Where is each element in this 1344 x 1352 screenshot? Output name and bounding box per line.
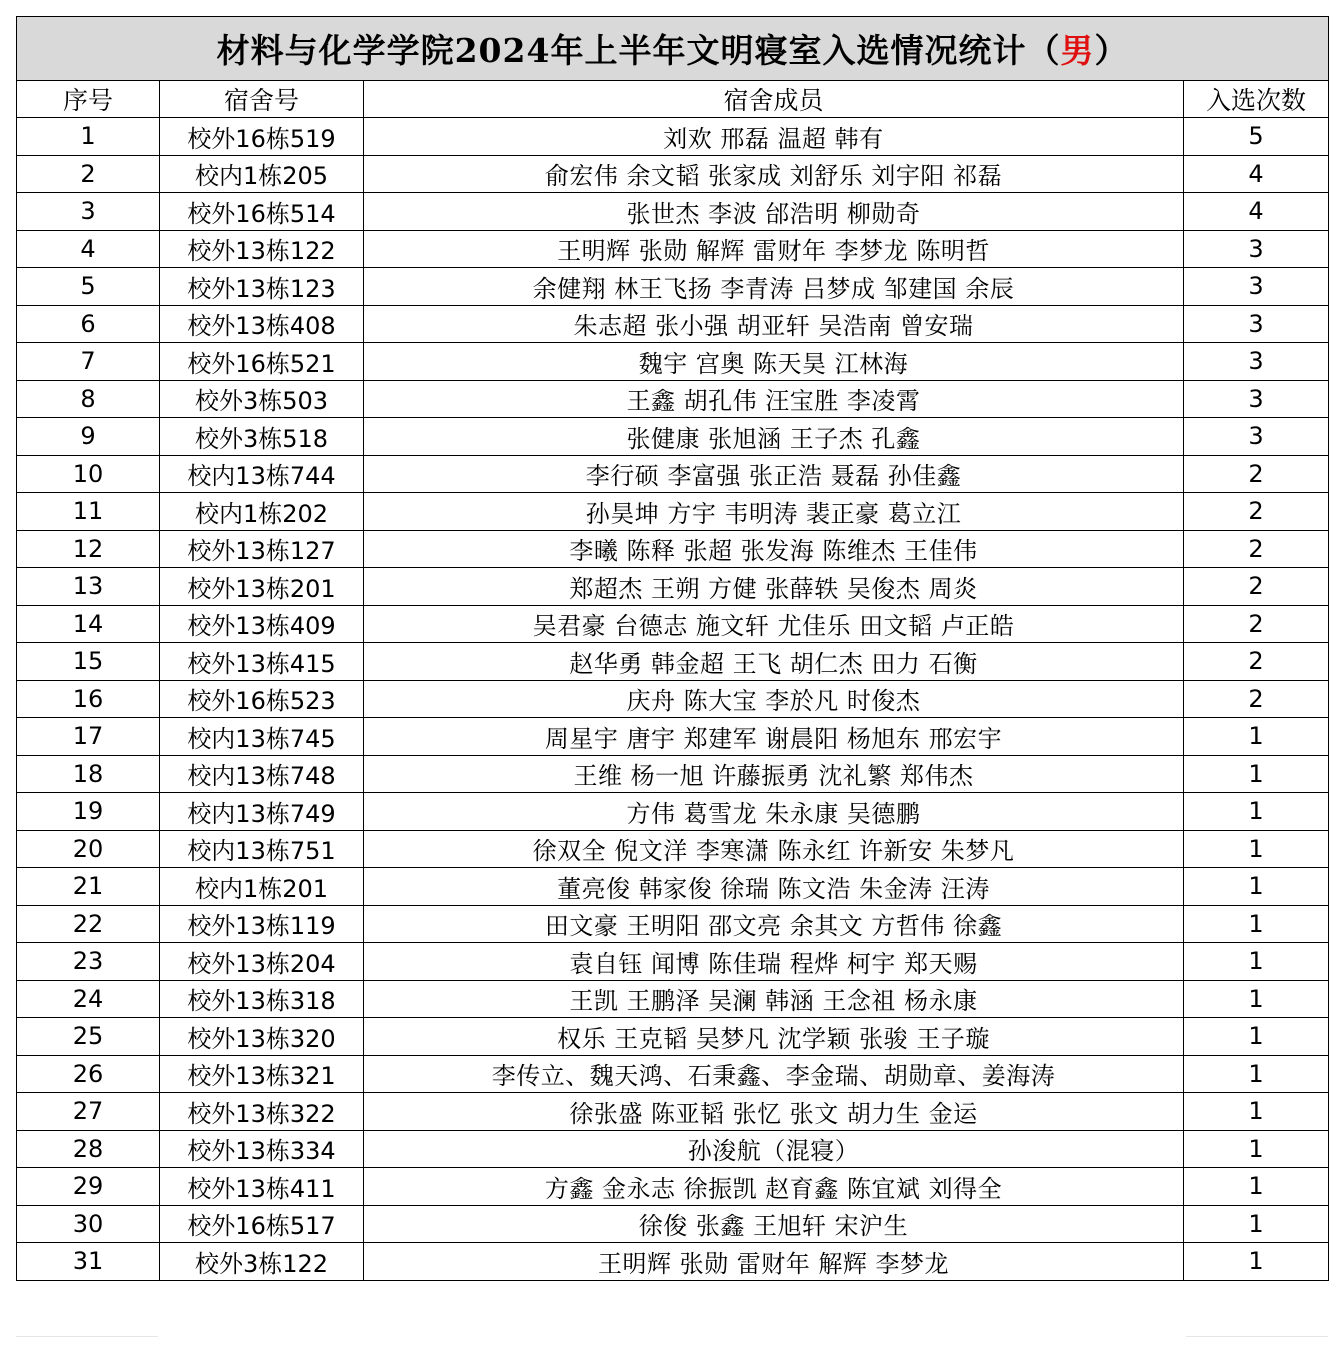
cell-no: 7: [17, 343, 160, 381]
cell-room: 校外13栋122: [160, 230, 364, 268]
cell-no: 11: [17, 493, 160, 531]
cell-no: 31: [17, 1243, 160, 1281]
cell-count: 3: [1184, 268, 1329, 306]
table-row: [17, 418, 1329, 456]
cell-room: 校外13栋201: [160, 568, 364, 606]
cell-members: 王明辉 张勋 解辉 雷财年 李梦龙 陈明哲: [364, 230, 1184, 268]
cell-room: 校内13栋745: [160, 718, 364, 756]
cell-no: 24: [17, 980, 160, 1018]
cell-room: 校外16栋517: [160, 1205, 364, 1243]
cell-room: 校内1栋202: [160, 493, 364, 531]
cell-members: 郑超杰 王朔 方健 张薛轶 吴俊杰 周炎: [364, 568, 1184, 606]
cell-room: 校外13栋204: [160, 943, 364, 981]
header-room: 宿舍号: [160, 81, 364, 118]
cell-no: 4: [17, 230, 160, 268]
table-row: [17, 193, 1329, 231]
cell-count: 1: [1184, 1205, 1329, 1243]
cell-members: 朱志超 张小强 胡亚轩 吴浩南 曾安瑞: [364, 305, 1184, 343]
cell-room: 校外3栋503: [160, 380, 364, 418]
cell-count: 1: [1184, 793, 1329, 831]
cell-count: 2: [1184, 605, 1329, 643]
cell-no: 9: [17, 418, 160, 456]
cell-count: 1: [1184, 905, 1329, 943]
cell-count: 2: [1184, 680, 1329, 718]
cell-members: 俞宏伟 余文韬 张家成 刘舒乐 刘宇阳 祁磊: [364, 155, 1184, 193]
cell-members: 周星宇 唐宇 郑建军 谢晨阳 杨旭东 邢宏宇: [364, 718, 1184, 756]
cell-room: 校外13栋127: [160, 530, 364, 568]
table-row: [17, 305, 1329, 343]
cell-no: 30: [17, 1205, 160, 1243]
cell-room: 校外16栋523: [160, 680, 364, 718]
cell-no: 23: [17, 943, 160, 981]
table-row: [17, 268, 1329, 306]
cell-members: 孙昊坤 方宇 韦明涛 裴正豪 葛立江: [364, 493, 1184, 531]
cell-count: 3: [1184, 230, 1329, 268]
cell-room: 校内13栋748: [160, 755, 364, 793]
cell-count: 1: [1184, 755, 1329, 793]
table-row: [17, 905, 1329, 943]
title-main: 材料与化学学院2024年上半年文明寝室入选情况统计（: [216, 31, 1061, 70]
table-row: [17, 1243, 1329, 1281]
cell-room: 校外16栋519: [160, 118, 364, 156]
cell-room: 校外13栋322: [160, 1093, 364, 1131]
cell-members: 李传立、魏天鸿、石秉鑫、李金瑞、胡勋章、姜海涛: [364, 1055, 1184, 1093]
cell-room: 校内1栋205: [160, 155, 364, 193]
cell-members: 庆舟 陈大宝 李於凡 时俊杰: [364, 680, 1184, 718]
table-row: [17, 605, 1329, 643]
table-row: [17, 643, 1329, 681]
table-row: [17, 118, 1329, 156]
cell-no: 17: [17, 718, 160, 756]
cell-count: 3: [1184, 380, 1329, 418]
table-row: [17, 1093, 1329, 1131]
statistics-sheet: [16, 16, 1328, 1281]
title-end: ）: [1094, 31, 1129, 70]
cell-no: 1: [17, 118, 160, 156]
table-row: [17, 980, 1329, 1018]
cell-count: 1: [1184, 980, 1329, 1018]
title-gender-highlight: 男: [1060, 31, 1095, 70]
table-row: [17, 943, 1329, 981]
cell-count: 1: [1184, 1018, 1329, 1056]
table-row: [17, 1055, 1329, 1093]
cell-room: 校外13栋320: [160, 1018, 364, 1056]
cell-no: 18: [17, 755, 160, 793]
table-row: [17, 1205, 1329, 1243]
cell-members: 方鑫 金永志 徐振凯 赵育鑫 陈宜斌 刘得全: [364, 1168, 1184, 1206]
cell-no: 5: [17, 268, 160, 306]
cell-room: 校外13栋409: [160, 605, 364, 643]
cell-no: 8: [17, 380, 160, 418]
cell-count: 1: [1184, 1093, 1329, 1131]
cell-room: 校外16栋514: [160, 193, 364, 231]
table-row: [17, 793, 1329, 831]
cell-members: 魏宇 宫奥 陈天昊 江林海: [364, 343, 1184, 381]
cell-room: 校内1栋201: [160, 868, 364, 906]
cell-count: 4: [1184, 155, 1329, 193]
cell-count: 4: [1184, 193, 1329, 231]
page-title: [17, 17, 1329, 81]
table-row: [17, 343, 1329, 381]
cell-members: 田文豪 王明阳 邵文亮 余其文 方哲伟 徐鑫: [364, 905, 1184, 943]
cell-room: 校外3栋122: [160, 1243, 364, 1281]
cell-members: 吴君豪 台德志 施文轩 尤佳乐 田文韬 卢正皓: [364, 605, 1184, 643]
cell-members: 徐张盛 陈亚韬 张忆 张文 胡力生 金运: [364, 1093, 1184, 1131]
title-row: [17, 17, 1329, 81]
table-row: [17, 1168, 1329, 1206]
cell-count: 2: [1184, 493, 1329, 531]
cell-no: 19: [17, 793, 160, 831]
cell-room: 校外3栋518: [160, 418, 364, 456]
cell-members: 王凯 王鹏泽 吴澜 韩涵 王念祖 杨永康: [364, 980, 1184, 1018]
cell-members: 徐俊 张鑫 王旭轩 宋沪生: [364, 1205, 1184, 1243]
cell-count: 2: [1184, 455, 1329, 493]
cell-count: 1: [1184, 1130, 1329, 1168]
cell-members: 王鑫 胡孔伟 汪宝胜 李凌霄: [364, 380, 1184, 418]
cell-members: 王维 杨一旭 许藤振勇 沈礼繁 郑伟杰: [364, 755, 1184, 793]
cell-no: 3: [17, 193, 160, 231]
cell-members: 徐双全 倪文洋 李寒潇 陈永红 许新安 朱梦凡: [364, 830, 1184, 868]
cell-room: 校外13栋119: [160, 905, 364, 943]
table-body: [17, 118, 1329, 1281]
sheet-edge-left: [16, 1336, 158, 1337]
table-row: [17, 530, 1329, 568]
cell-members: 赵华勇 韩金超 王飞 胡仁杰 田力 石衡: [364, 643, 1184, 681]
cell-members: 余健翔 林王飞扬 李青涛 吕梦成 邹建国 余辰: [364, 268, 1184, 306]
cell-no: 2: [17, 155, 160, 193]
cell-no: 21: [17, 868, 160, 906]
cell-room: 校外13栋318: [160, 980, 364, 1018]
cell-count: 2: [1184, 530, 1329, 568]
table-row: [17, 568, 1329, 606]
cell-count: 1: [1184, 718, 1329, 756]
cell-members: 李曦 陈释 张超 张发海 陈维杰 王佳伟: [364, 530, 1184, 568]
cell-room: 校外13栋411: [160, 1168, 364, 1206]
cell-no: 15: [17, 643, 160, 681]
table-row: [17, 493, 1329, 531]
cell-no: 10: [17, 455, 160, 493]
cell-no: 14: [17, 605, 160, 643]
sheet-edge-right: [1186, 1336, 1328, 1337]
cell-members: 李行硕 李富强 张正浩 聂磊 孙佳鑫: [364, 455, 1184, 493]
cell-count: 1: [1184, 1168, 1329, 1206]
table-row: [17, 1018, 1329, 1056]
cell-members: 董亮俊 韩家俊 徐瑞 陈文浩 朱金涛 汪涛: [364, 868, 1184, 906]
cell-members: 张世杰 李波 邰浩明 柳勋奇: [364, 193, 1184, 231]
table-row: [17, 1130, 1329, 1168]
cell-members: 王明辉 张勋 雷财年 解辉 李梦龙: [364, 1243, 1184, 1281]
cell-room: 校外13栋334: [160, 1130, 364, 1168]
cell-count: 1: [1184, 943, 1329, 981]
cell-room: 校内13栋751: [160, 830, 364, 868]
table-row: [17, 455, 1329, 493]
table-row: [17, 718, 1329, 756]
cell-count: 1: [1184, 1055, 1329, 1093]
cell-no: 13: [17, 568, 160, 606]
header-row: [17, 81, 1329, 118]
cell-no: 29: [17, 1168, 160, 1206]
cell-count: 5: [1184, 118, 1329, 156]
cell-count: 2: [1184, 643, 1329, 681]
table-row: [17, 830, 1329, 868]
cell-room: 校外16栋521: [160, 343, 364, 381]
table-row: [17, 230, 1329, 268]
header-count: 入选次数: [1184, 81, 1329, 118]
header-members: 宿舍成员: [364, 81, 1184, 118]
cell-room: 校外13栋321: [160, 1055, 364, 1093]
cell-room: 校内13栋749: [160, 793, 364, 831]
cell-no: 12: [17, 530, 160, 568]
cell-room: 校外13栋408: [160, 305, 364, 343]
cell-no: 20: [17, 830, 160, 868]
cell-room: 校内13栋744: [160, 455, 364, 493]
cell-count: 3: [1184, 343, 1329, 381]
table-row: [17, 380, 1329, 418]
cell-no: 6: [17, 305, 160, 343]
table-row: [17, 868, 1329, 906]
cell-count: 3: [1184, 418, 1329, 456]
cell-count: 1: [1184, 868, 1329, 906]
cell-count: 3: [1184, 305, 1329, 343]
cell-members: 刘欢 邢磊 温超 韩有: [364, 118, 1184, 156]
cell-members: 张健康 张旭涵 王子杰 孔鑫: [364, 418, 1184, 456]
table-row: [17, 755, 1329, 793]
cell-no: 22: [17, 905, 160, 943]
cell-no: 16: [17, 680, 160, 718]
cell-no: 25: [17, 1018, 160, 1056]
header-no: 序号: [17, 81, 160, 118]
cell-members: 方伟 葛雪龙 朱永康 吴德鹏: [364, 793, 1184, 831]
cell-count: 2: [1184, 568, 1329, 606]
cell-room: 校外13栋415: [160, 643, 364, 681]
cell-members: 袁自钰 闻博 陈佳瑞 程烨 柯宇 郑天赐: [364, 943, 1184, 981]
cell-no: 28: [17, 1130, 160, 1168]
cell-count: 1: [1184, 830, 1329, 868]
cell-members: 权乐 王克韬 吴梦凡 沈学颖 张骏 王子璇: [364, 1018, 1184, 1056]
cell-no: 26: [17, 1055, 160, 1093]
cell-room: 校外13栋123: [160, 268, 364, 306]
cell-count: 1: [1184, 1243, 1329, 1281]
dormitory-table: [16, 16, 1329, 1281]
table-row: [17, 680, 1329, 718]
cell-no: 27: [17, 1093, 160, 1131]
table-row: [17, 155, 1329, 193]
cell-members: 孙浚航（混寝）: [364, 1130, 1184, 1168]
